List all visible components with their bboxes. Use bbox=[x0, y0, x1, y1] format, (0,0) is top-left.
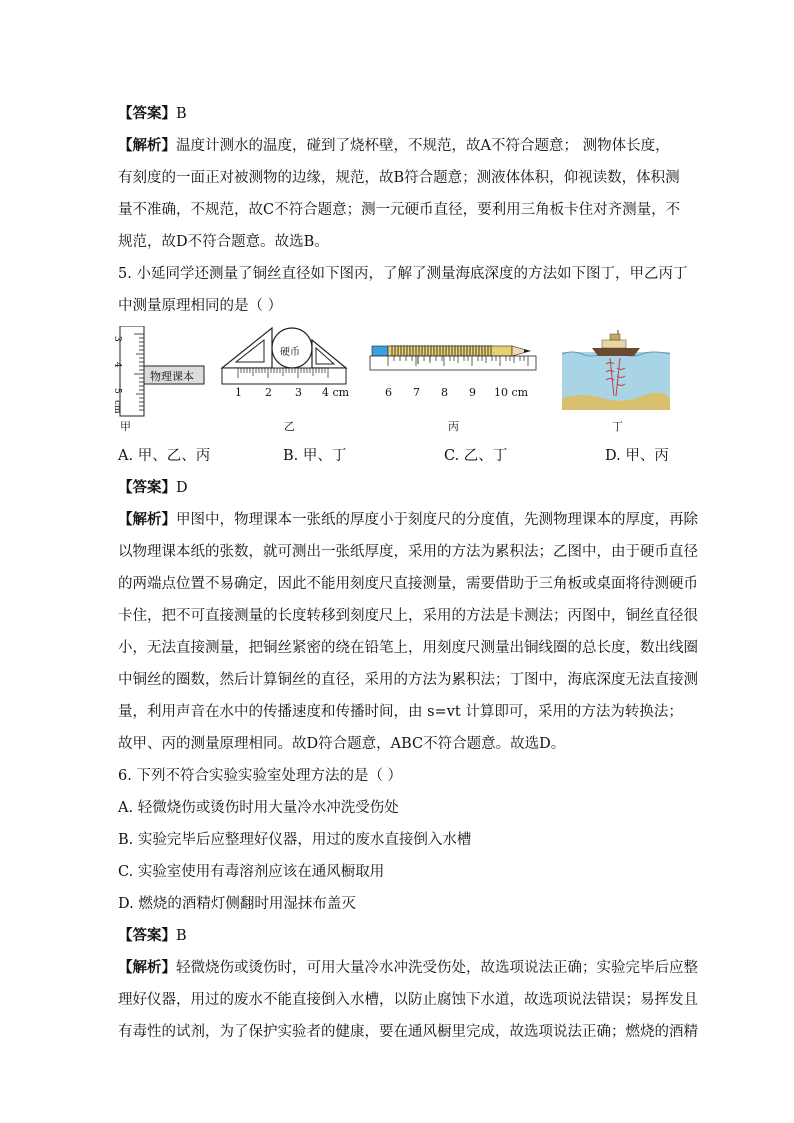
analysis-text: 有刻度的一面正对被测物的边缘，规范，故B符合题意；测液体体积，仰视读数，体积测 bbox=[118, 170, 680, 186]
analysis-text: 小，无法直接测量，把铜丝紧密的绕在铅笔上，用刻度尺测量出铜线圈的总长度，数出线圈 bbox=[118, 640, 698, 656]
q6-stem: 6. 下列不符合实验实验室处理方法的是（ ） bbox=[118, 768, 403, 784]
analysis-text: 甲图中，物理课本一张纸的厚度小于刻度尺的分度值，先测物理课本的厚度，再除 bbox=[176, 512, 698, 528]
figure-caption: 甲 bbox=[120, 420, 131, 433]
q4-analysis-line bbox=[118, 136, 670, 156]
analysis-text: 以物理课本纸的张数，就可测出一张纸厚度，采用的方法为累积法；乙图中，由于硬币直径 bbox=[118, 544, 698, 560]
tick-label: 1 bbox=[235, 386, 242, 399]
tick-label: 6 bbox=[385, 386, 392, 399]
option-b[interactable]: B. 实验完毕后应整理好仪器，用过的废水直接倒入水槽 bbox=[118, 832, 472, 848]
analysis-tag: 【解析】 bbox=[118, 959, 176, 976]
answer-value: B bbox=[176, 106, 187, 122]
tick-label: 10 cm bbox=[494, 386, 529, 399]
analysis-text: 理好仪器，用过的废水不能直接倒入水槽，以防止腐蚀下水道，故选项说法错误；易挥发且 bbox=[118, 992, 698, 1008]
option-c[interactable]: C. 乙、丁 bbox=[444, 448, 508, 464]
book-label: 物理课本 bbox=[150, 370, 194, 383]
tick-label: 4 cm bbox=[322, 386, 350, 399]
unit-label: cm bbox=[112, 400, 122, 414]
figure-caption: 乙 bbox=[284, 420, 295, 433]
figure-jia bbox=[112, 326, 208, 433]
analysis-text: 量不准确，不规范，故C不符合题意；测一元硬币直径，要利用三角板卡住对齐测量，不 bbox=[118, 202, 681, 218]
analysis-text: 轻微烧伤或烫伤时，可用大量冷水冲洗受伤处，故选项说法正确；实验完毕后应整 bbox=[176, 960, 698, 976]
analysis-tag: 【解析】 bbox=[118, 511, 176, 528]
option-b[interactable]: B. 甲、丁 bbox=[283, 448, 347, 464]
analysis-text: 温度计测水的温度，碰到了烧杯壁，不规范，故A不符合题意； 测物体长度， bbox=[176, 138, 670, 154]
tick-label: 9 bbox=[469, 386, 476, 399]
answer-value: B bbox=[176, 928, 187, 944]
answer-tag: 【答案】 bbox=[118, 105, 176, 122]
answer-value: D bbox=[176, 480, 188, 496]
analysis-text: 有毒性的试剂，为了保护实验者的健康，要在通风橱里完成，故选项说法正确；燃烧的酒精 bbox=[118, 1024, 698, 1040]
tick-label: 2 bbox=[265, 386, 272, 399]
analysis-text: 中铜丝的圈数，然后计算铜丝的直径，采用的方法为累积法；丁图中，海底深度无法直接测 bbox=[118, 672, 698, 688]
analysis-text: 卡住，把不可直接测量的长度转移到刻度尺上，采用的方法是卡测法；丙图中，铜丝直径很 bbox=[118, 608, 698, 624]
analysis-text: 的两端点位置不易确定，因此不能用刻度尺直接测量，需要借助于三角板或桌面将待测硬币 bbox=[118, 576, 698, 592]
q4-answer-line bbox=[118, 104, 187, 124]
q5-stem: 5. 小延同学还测量了铜丝直径如下图丙，了解了测量海底深度的方法如下图丁，甲乙丙丁 bbox=[118, 266, 688, 282]
q6-answer-line bbox=[118, 926, 187, 946]
figure-caption: 丁 bbox=[612, 420, 623, 433]
option-c[interactable]: C. 实验室使用有毒溶剂应该在通风橱取用 bbox=[118, 864, 385, 880]
analysis-text: 量，利用声音在水中的传播速度和传播时间，由 s=vt 计算即可，采用的方法为转换法； bbox=[118, 704, 683, 720]
answer-tag: 【答案】 bbox=[118, 927, 176, 944]
ship-sonar-diagram bbox=[562, 326, 670, 410]
tick-label: 7 bbox=[413, 386, 420, 399]
figure-bing bbox=[368, 326, 544, 433]
tick-label: 3 bbox=[112, 336, 122, 342]
tick-label: 4 bbox=[112, 362, 122, 368]
option-a[interactable]: A. 甲、乙、丙 bbox=[118, 448, 211, 464]
analysis-text: 规范，故D不符合题意。故选B。 bbox=[118, 234, 329, 250]
figure-ding bbox=[562, 326, 674, 433]
tick-label: 5 bbox=[112, 388, 122, 394]
tick-label: 8 bbox=[441, 386, 448, 399]
q5-analysis-line bbox=[118, 510, 698, 530]
figure-caption: 丙 bbox=[448, 420, 459, 433]
option-a[interactable]: A. 轻微烧伤或烫伤时用大量冷水冲洗受伤处 bbox=[118, 800, 399, 816]
answer-tag: 【答案】 bbox=[118, 479, 176, 496]
coin-label: 硬币 bbox=[280, 347, 300, 358]
analysis-text: 故甲、丙的测量原理相同。故D符合题意，ABC不符合题意。故选D。 bbox=[118, 736, 566, 752]
option-d[interactable]: D. 甲、丙 bbox=[605, 448, 669, 464]
q5-answer-line bbox=[118, 478, 188, 498]
q5-stem: 中测量原理相同的是（ ） bbox=[118, 298, 283, 314]
figure-yi bbox=[220, 326, 350, 433]
wire-pencil-diagram bbox=[368, 326, 544, 386]
option-d[interactable]: D. 燃烧的酒精灯侧翻时用湿抹布盖灭 bbox=[118, 896, 356, 912]
analysis-tag: 【解析】 bbox=[118, 137, 176, 154]
tick-label: 3 bbox=[295, 386, 302, 399]
q6-analysis-line bbox=[118, 958, 698, 978]
